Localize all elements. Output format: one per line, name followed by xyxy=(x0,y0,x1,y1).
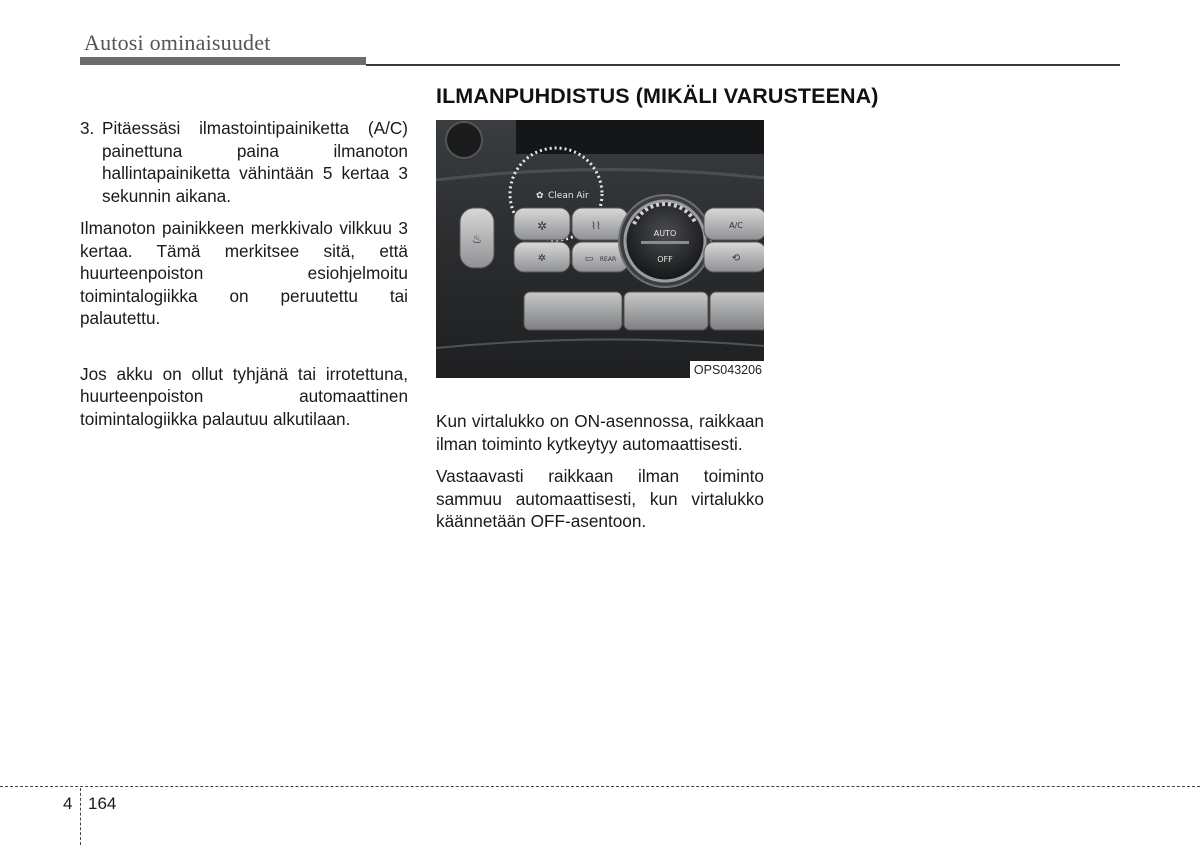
paragraph-off-position: Vastaavasti raikkaan ilman toiminto sammuu automaattisesti, kun virtalukko käännetään OFF-asentoon. xyxy=(436,466,764,531)
page-number: 164 xyxy=(88,794,117,813)
section-title: Autosi ominaisuudet xyxy=(84,30,271,55)
header-rule-thick xyxy=(80,57,366,65)
step-text: Pitäessäsi ilmastointipainiketta (A/C) painettuna paina ilmanoton hallintapainiketta vähintään 5 kertaa 3 sekunnin aikana. xyxy=(102,118,408,206)
front-defrost-icon: ⌇⌇ xyxy=(591,221,601,232)
left-column xyxy=(80,117,408,430)
right-column xyxy=(436,410,764,533)
footer-dashed-rule xyxy=(0,786,1200,787)
step-number: 3. xyxy=(80,118,95,138)
header-rule-thin xyxy=(366,64,1120,66)
paragraph-on-position: Kun virtalukko on ON-asennossa, raikkaan ilman toiminto kytkeytyy automaattisesti. xyxy=(436,411,764,454)
paragraph-battery-reset: Jos akku on ollut tyhjänä tai irrotettuna, huurteenpoiston automaattinen toimintalogiikka palautuu alkutilaan. xyxy=(80,363,408,429)
section-heading: ILMANPUHDISTUS (MIKÄLI VARUSTEENA) xyxy=(436,84,879,108)
svg-text:✿: ✿ xyxy=(536,191,544,201)
climate-panel-illustration xyxy=(436,120,764,378)
rear-label: REAR xyxy=(599,256,617,263)
step-item xyxy=(80,117,408,207)
chapter-number: 4 xyxy=(63,794,73,813)
footer-vertical-rule xyxy=(80,788,81,845)
fan-low-icon: ✲ xyxy=(537,253,547,264)
figure-ref-code: OPS043206 xyxy=(690,361,764,378)
paragraph-indicator-blink: Ilmanoton painikkeen merkkivalo vilkkuu 3 kertaa. Tämä merkitsee sitä, että huurteenpoiston esiohjelmoitu toimintalogiikka on peruutettu tai palautettu. xyxy=(80,218,408,328)
recirculation-icon: ⟲ xyxy=(731,253,741,264)
clean-air-label: Clean Air xyxy=(548,191,589,201)
svg-text:♨: ♨ xyxy=(471,232,483,246)
fan-icon: ✲ xyxy=(536,219,548,233)
off-label: OFF xyxy=(657,255,673,264)
rear-defrost-icon: ▭ xyxy=(584,254,594,264)
climate-control-photo xyxy=(436,120,764,378)
ac-label: A/C xyxy=(729,221,743,230)
auto-label: AUTO xyxy=(653,229,677,238)
